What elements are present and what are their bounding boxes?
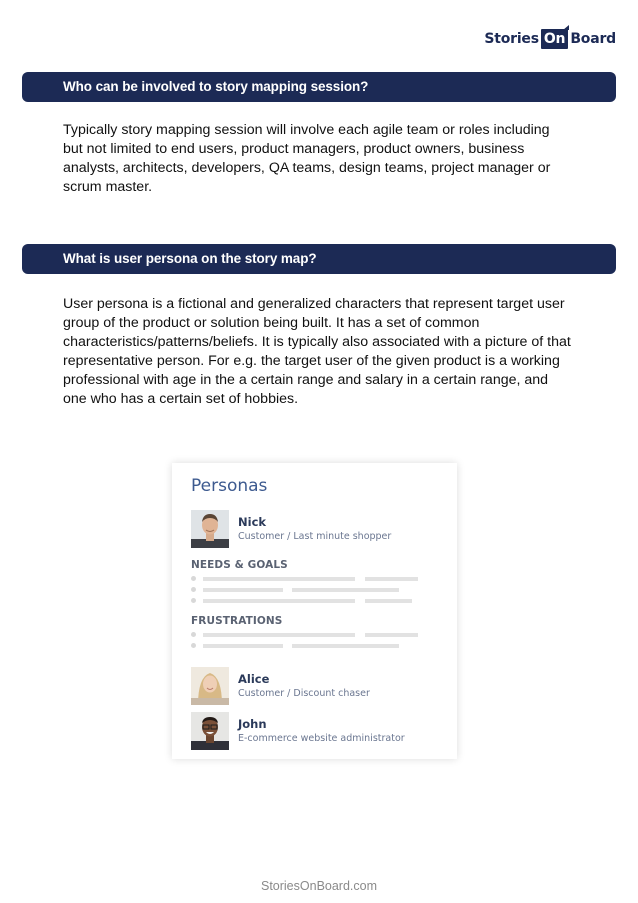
man-glasses-avatar-icon bbox=[191, 712, 229, 750]
persona-name: John bbox=[238, 716, 267, 731]
logo-text-on: On bbox=[541, 29, 568, 49]
list-item bbox=[191, 629, 431, 640]
persona-alice bbox=[191, 667, 370, 705]
personas-card-title: Personas bbox=[191, 476, 268, 496]
persona-nick bbox=[191, 510, 391, 548]
persona-role: Customer / Last minute shopper bbox=[238, 530, 392, 542]
persona-john bbox=[191, 712, 405, 750]
frustrations-list bbox=[191, 629, 431, 651]
persona-name: Alice bbox=[238, 671, 270, 686]
section-heading-involvement: Who can be involved to story mapping session? bbox=[22, 72, 616, 102]
section-heading-persona: What is user persona on the story map? bbox=[22, 244, 616, 274]
avatar-nick bbox=[191, 510, 229, 548]
needs-goals-list bbox=[191, 573, 431, 606]
list-item bbox=[191, 584, 431, 595]
section-body-involvement: Typically story mapping session will involve each agile team or roles including but not limited to end users, product managers, product owners, business analysts, architects, developers, QA teams, design teams, project manager or scrum master. bbox=[63, 122, 551, 195]
woman-avatar-icon bbox=[191, 667, 229, 705]
list-item bbox=[191, 595, 431, 606]
persona-role: Customer / Discount chaser bbox=[238, 687, 370, 699]
logo-text-board: Board bbox=[570, 31, 616, 47]
section-body-persona: User persona is a fictional and generalized characters that represent target user group of the product or solution being built. It has a set of common characteristics/patterns/beliefs. It is typically also associated with a picture of that representative person. For e.g. the target user of the given product is a working professional with age in the a certain range and salary in a certain range, and one who has a certain set of hobbies. bbox=[63, 296, 571, 407]
list-item bbox=[191, 573, 431, 584]
personas-card bbox=[172, 463, 457, 759]
list-item bbox=[191, 640, 431, 651]
footer-site-link[interactable]: StoriesOnBoard.com bbox=[260, 879, 378, 893]
storiesonboard-logo bbox=[484, 29, 616, 49]
persona-name: Nick bbox=[238, 514, 267, 529]
logo-text-stories: Stories bbox=[484, 31, 539, 47]
man-avatar-icon bbox=[191, 510, 229, 548]
avatar-alice bbox=[191, 667, 229, 705]
avatar-john bbox=[191, 712, 229, 750]
frustrations-label: FRUSTRATIONS bbox=[191, 615, 283, 627]
needs-goals-label: NEEDS & GOALS bbox=[191, 559, 288, 571]
persona-role: E-commerce website administrator bbox=[238, 732, 405, 744]
